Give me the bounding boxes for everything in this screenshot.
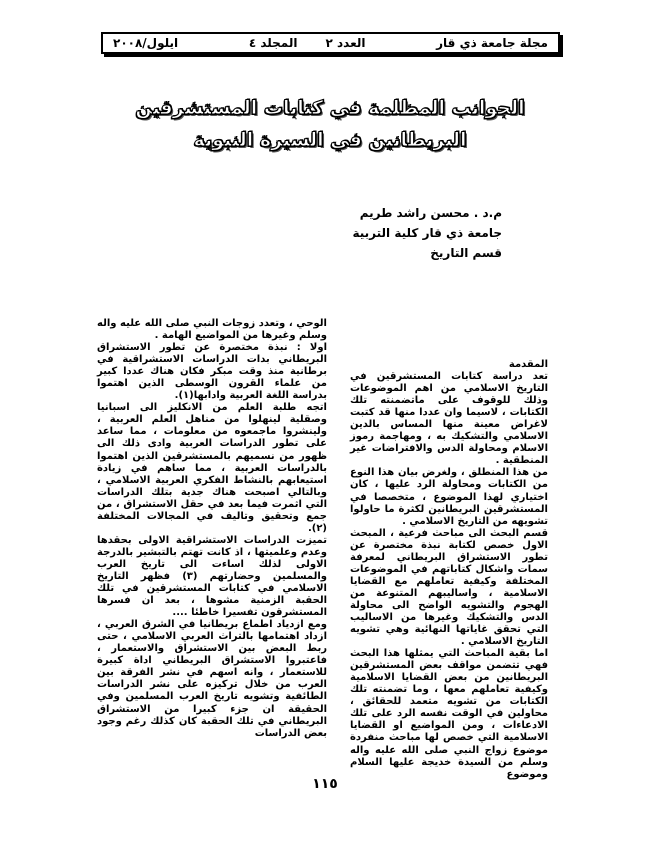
- volume-number: المجلد ٤: [248, 36, 298, 50]
- author-block: [353, 203, 503, 263]
- paragraph: من هذا المنطلق ، ولغرض بيان هذا النوع من الكتابات ومحاولة الرد عليها ، كان اختياري لهذا الموضوع ، متخصصا في المستشرقين البريطانين لكثرة ما حاولوا تشويهه من التاريخ الاسلامي .: [350, 467, 548, 527]
- paragraph: اولا : نبذة مختصرة عن تطور الاستشراق البريطاني بدات الدراسات الاستشراقية في برطانية منذ وقت مبكر فكان هناك عددا كبير من علماء القرون الوسطى الذين اهتموا بدراسة اللغة العربية وادابها(١).: [97, 342, 327, 402]
- author-affiliation: جامعة ذي قار كلية التربية: [352, 226, 502, 240]
- author-name: م.د . محسن راشد طريم: [359, 206, 502, 220]
- journal-name: مجلة جامعة ذي قار: [436, 36, 548, 50]
- article-title-line-1: الجوانب المظلمة في كتابات المستشرقين: [135, 97, 525, 119]
- page-number: ١١٥: [312, 776, 338, 792]
- section-heading-introduction: المقدمة: [508, 359, 548, 370]
- paragraph: الوحي ، وتعدد زوجات النبي صلى الله عليه واله وسلم وغيرها من المواضيع الهامة .: [97, 318, 327, 342]
- journal-header: [101, 32, 560, 54]
- left-column: [97, 318, 327, 740]
- publication-date: ايلول/٢٠٠٨: [113, 36, 179, 50]
- issue-volume: [249, 36, 366, 50]
- paragraph: اما بقية المباحث التي يمثلها هذا البحث فهي تتضمن مواقف بعض المستشرقين البريطانين من بعض القضايا الاسلامية وكيفية تعاملهم معها ، وما تضمنته تلك الكتابات من تشويه متعمد للحقائق ، محاولين في الوقت نفسه الرد على تلك الادعاءات ، ومن المواضيع او القضايا الاسلامية التي خصص لها مباحث منفردة موضوع زواج النبي صلى الله عليه واله وسلم من السيدة خديجة عليها السلام وموضوع: [350, 648, 548, 780]
- right-column: [350, 359, 548, 781]
- paragraph: ومع ازدياد اطماع بريطانيا في الشرق العربي ، ازداد اهتمامها بالتراث العربي الاسلامي ، حتى ربط البعض بين الاستشراق والاستعمار ، فاعتبروا الاستشراق البريطاني اداة كبيرة للاستعمار ، وانه اسهم في نشر الفرقة بين العرب من خلال تركيزه على نشر الدراسات الطائفية وتشويه تاريخ العرب المسلمين وفي الحقيقة ان جزء كبيرا من الاستشراق البريطاني في تلك الحقبة كان كذلك رغم وجود بعض الدراسات: [97, 619, 327, 739]
- issue-number: العدد ٢: [325, 36, 366, 50]
- paragraph: اتجه طلبة العلم من الانكليز الى اسبانيا وصقلية لينهلوا من مناهل العلم العربية ، ولينشروا ماجمعوه من معلومات ، مما ساعد على تطور الدراسات العربية وادى ذلك الى ظهور من نسميهم بالمستشرقين الذين اهتموا بالدراسات العربية ، مما ساهم في زيادة استيعابهم بالنشاط الفكري العربية الاسلامي ، وبالتالي اصبحت هناك جدية بتلك الدراسات التي اثمرت فيما بعد في حقل الاستشراق ، من جمع وتحقيق وتاليف في المجالات المختلفة (٢).: [97, 402, 327, 534]
- paragraph: تميزت الدراسات الاستشراقية الاولى بحقدها وعدم وعلميتها ، اذ كانت تهتم بالتبشير بالدرجة الاولى لذلك اساءت الى تاريخ العرب والمسلمين وحضارتهم (٣) فظهر التاريخ الاسلامي في كتابات المستشرقين في تلك الحقبة الزمنية مشوها ، بعد ان فسرها المستشرقون تفسيرا خاطئا ....: [97, 534, 327, 619]
- author-department: قسم التاريخ: [430, 246, 502, 260]
- paragraph: تعد دراسة كتابات المستشرقين في التاريخ الاسلامي من اهم الموضوعات وذلك للوقوف على ماتضمنته تلك الكتابات ، لاسيما وان عددا منها قد كتبت لاغراض معينة منها المساس بالدين الاسلامي والتشكيك به ، ومهاجمة رموز الاسلام ومحاولة الدس والافتراضات غير المنطقية .: [350, 371, 548, 467]
- article-title-line-2: البريطانين في السيرة النبوية: [193, 129, 467, 151]
- paragraph: قسم البحث الى مباحث فرعية ، المبحث الاول خصص لكتابة نبذة مختصرة عن تطور الاستشراق البريطاني لمعرفة سمات واشكال كتاباتهم في الموضوعات المختلفة وكيفية تعاملهم مع القضايا الاسلامية ، واساليبهم المتنوعة من الهجوم والتشويه الواضح الى محاولة الدس والتشكيك وغيرها من الاساليب التي تحقق غاياتها النهائية وهي تشويه التاريخ الاسلامي .: [350, 527, 548, 648]
